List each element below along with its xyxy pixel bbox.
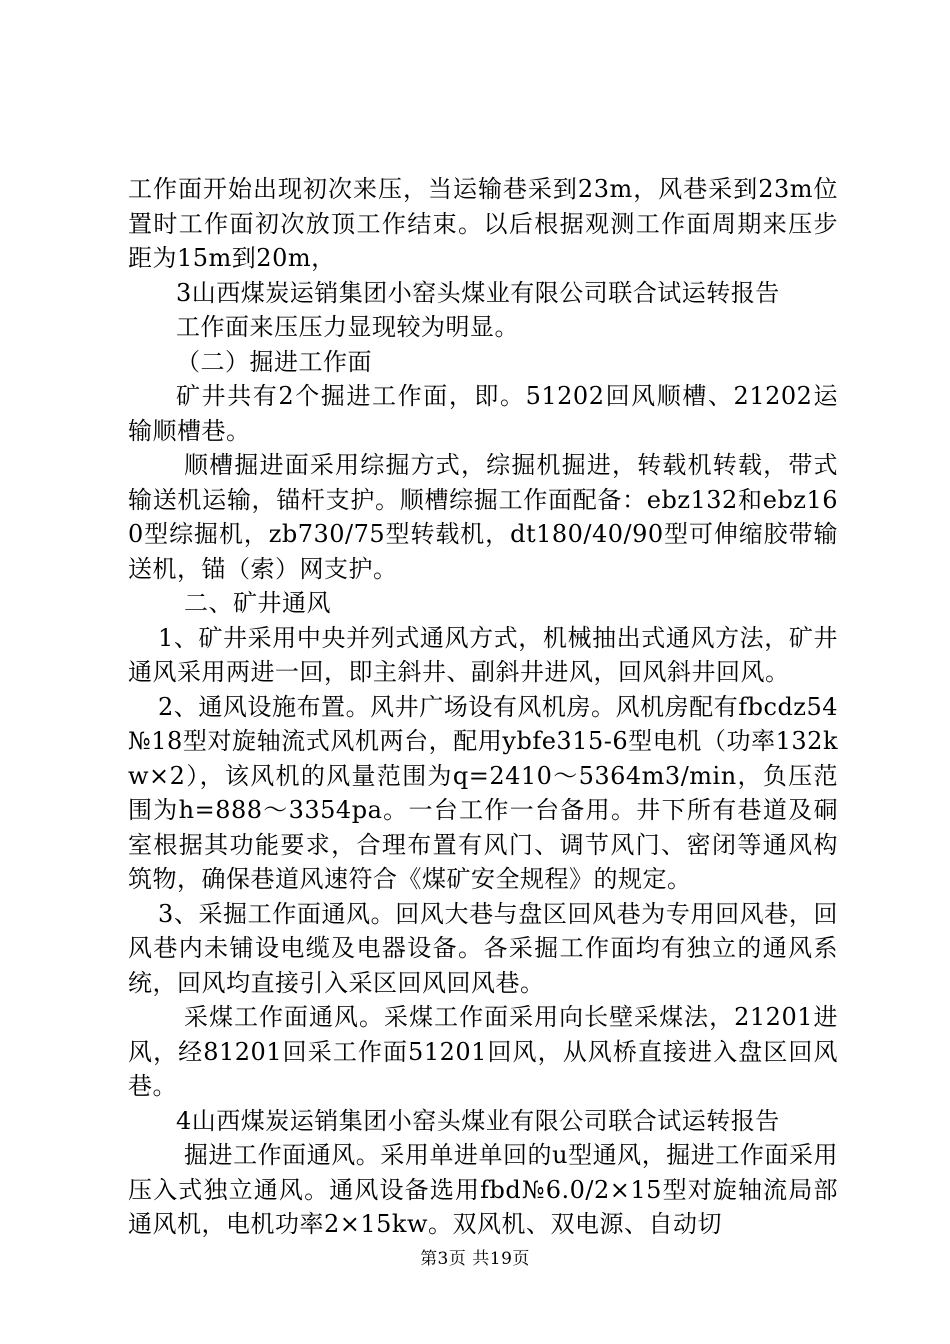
paragraph-excavation-ventilation: 掘进工作面通风。采用单进单回的u型通风，掘进工作面采用压入式独立通风。通风设备选用fbd№6.0/2×15型对旋轴流局部通风机，电机功率2×15kw。双风机、双电源、自动切 <box>128 1141 838 1238</box>
page-number-footer: 第3页 共19页 <box>420 1249 530 1269</box>
section-heading-mine-ventilation: 二、矿井通风 <box>184 589 331 617</box>
section-heading-excavation-face: （二）掘进工作面 <box>176 347 372 376</box>
report-header-line-page4: 4山西煤炭运销集团小窑头煤业有限公司联合试运转报告 <box>176 1106 780 1135</box>
paragraph-ventilation-mode: 1、矿井采用中央并列式通风方式，机械抽出式通风方法，矿井通风采用两进一回，即主斜井、副斜井进风，回风斜井回风。 <box>128 623 838 686</box>
document-body <box>128 172 838 1242</box>
report-header-line-page3: 3山西煤炭运销集团小窑头煤业有限公司联合试运转报告 <box>176 278 780 307</box>
paragraph-excavation-faces: 矿井共有2个掘进工作面，即。51202回风顺槽、21202运输顺槽巷。 <box>128 382 838 445</box>
paragraph-pressure-obvious: 工作面来压压力显现较为明显。 <box>176 313 519 341</box>
paragraph-working-face-ventilation: 3、采掘工作面通风。回风大巷与盘区回风巷为专用回风巷，回风巷内未铺设电缆及电器设备。各采掘工作面均有独立的通风系统，回风均直接引入采区回风回风巷。 <box>128 899 838 997</box>
paragraph-roof-pressure: 工作面开始出现初次来压，当运输巷采到23m，风巷采到23m位置时工作面初次放顶工作结束。以后根据观测工作面周期来压步距为15m到20m， <box>128 175 838 272</box>
paragraph-ventilation-facilities: 2、通风设施布置。风井广场设有风机房。风机房配有fbcdz54№18型对旋轴流式风机两台，配用ybfe315-6型电机（功率132kw×2），该风机的风量范围为q=2410～5364m3/min，负压范围为h=888～3354pa。一台工作一台备用。井下所有巷道及硐室根据其功能要求，合理布置有风门、调节风门、密闭等通风构筑物，确保巷道风速符合《煤矿安全规程》的规定。 <box>128 692 838 893</box>
paragraph-excavation-method: 顺槽掘进面采用综掘方式，综掘机掘进，转载机转载，带式输送机运输，锚杆支护。顺槽综掘工作面配备：ebz132和ebz160型综掘机，zb730/75型转载机，dt180/40/90型可伸缩胶带输送机，锚（索）网支护。 <box>128 451 838 583</box>
paragraph-coal-face-ventilation: 采煤工作面通风。采煤工作面采用向长壁采煤法，21201进风，经81201回采工作面51201回风，从风桥直接进入盘区回风巷。 <box>128 1003 838 1100</box>
